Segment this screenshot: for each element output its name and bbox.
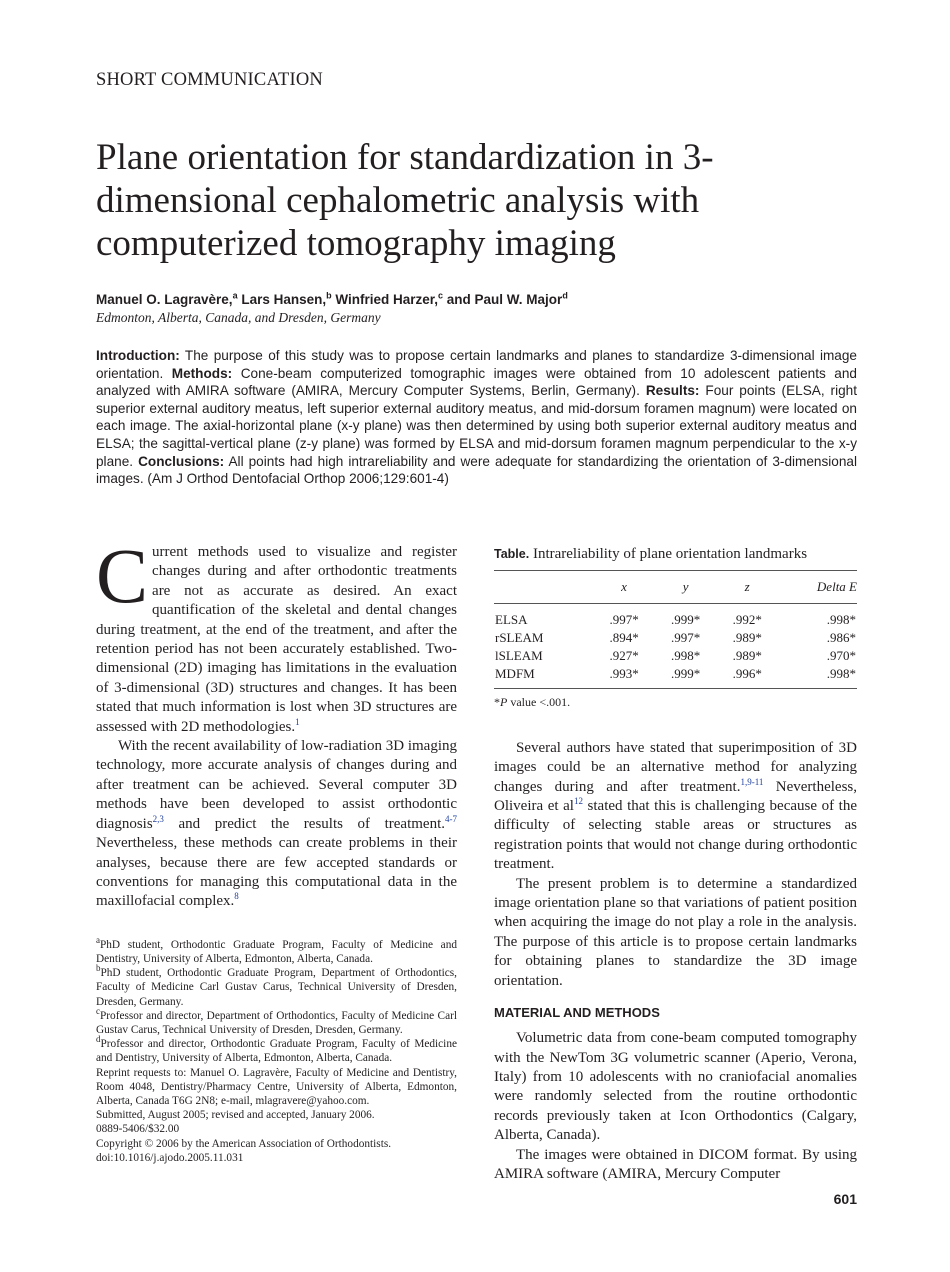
abstract-text: Cone-beam computerized tomographic images were obtained from 10 adolescent patients and analyzed with AMIRA software (AMIRA, Mercury Computer Systems, Berlin, Germany).: [96, 365, 857, 399]
author-sup: c: [438, 290, 444, 301]
author-sup: a: [232, 290, 238, 301]
citation-link[interactable]: 12: [573, 796, 583, 807]
cell: .992*: [732, 611, 762, 627]
cell: .998*: [826, 665, 856, 681]
cell: MDFM: [495, 665, 535, 681]
cell: .999*: [671, 665, 701, 681]
paragraph: [494, 739, 857, 875]
paragraph-text: and predict the results of treatment.: [163, 815, 445, 832]
article-title: Plane orientation for standardization in 3-dimensional cephalometric analysis with computerized tomography imaging: [96, 137, 714, 264]
footnote: [96, 963, 457, 1009]
author: and Paul W. Major: [443, 292, 563, 307]
cell: lSLEAM: [495, 647, 543, 663]
reliability-table: [494, 545, 857, 709]
table-row: [494, 629, 857, 647]
cell: .997*: [609, 611, 639, 627]
table-label: Table.: [494, 547, 530, 561]
note-text: value <.001.: [507, 694, 571, 709]
paragraph-text: Nevertheless, these methods can create problems in their analyses, because there are few accepted standards or conventions for managing this computational data in the maxillofacial complex.: [96, 835, 457, 910]
author: Lars Hansen,: [237, 292, 327, 307]
cell: .989*: [732, 647, 762, 663]
right-column-text: [494, 739, 857, 1185]
page-number: 601: [833, 1191, 857, 1208]
paragraph: [96, 737, 457, 912]
left-column: [96, 532, 457, 1165]
section-label: SHORT COMMUNICATION: [96, 70, 323, 90]
note-p: P: [500, 694, 508, 709]
issn: 0889-5406/$32.00: [96, 1123, 180, 1136]
table-row: [494, 665, 857, 689]
abstract-text: The purpose of this study was to propose certain landmarks and planes to standardize 3-dimensional image orientation.: [96, 348, 857, 381]
paragraph: [96, 532, 457, 737]
citation-link[interactable]: 4-7: [445, 813, 457, 824]
footnote-sup: b: [96, 963, 101, 974]
table-header-row: [494, 571, 857, 603]
footnote-sup: d: [96, 1034, 101, 1045]
paragraph: The images were obtained in DICOM format. By using AMIRA software (AMIRA, Mercury Computer: [494, 1146, 857, 1182]
footnotes: [96, 934, 457, 1165]
citation-link[interactable]: 1,9-11: [740, 776, 764, 787]
header-cell: [494, 571, 593, 603]
header-cell: x: [621, 579, 627, 595]
footnote-text: PhD student, Orthodontic Graduate Program, Department of Orthodontics, Faculty of Medicine Carl Gustav Carus, Technical University of Dresden, Dresden, Germany.: [96, 967, 457, 1008]
note-star: *: [494, 694, 500, 709]
header-cell: y: [682, 579, 689, 595]
header-cell: z: [744, 579, 750, 595]
cell: .894*: [609, 629, 639, 645]
cell: .998*: [826, 611, 856, 627]
footnote-sup: a: [96, 934, 100, 945]
footnote: [96, 934, 457, 966]
cell: .986*: [826, 629, 856, 645]
abstract: [96, 347, 857, 488]
paragraph-text: Several authors have stated that superimposition of 3D images could be an alternative method for analyzing changes during and after treatment.: [494, 739, 857, 795]
drop-cap: C: [96, 532, 149, 619]
table-caption-text: Intrareliability of plane orientation landmarks: [529, 546, 808, 562]
table-note: [494, 695, 857, 709]
cell: ELSA: [495, 611, 528, 627]
abstract-label: Conclusions:: [138, 453, 225, 469]
footnote-text: Professor and director, Department of Orthodontics, Faculty of Medicine Carl Gustav Carus, Technical University of Dresden, Dresden, Germany.: [96, 1009, 457, 1036]
paragraph-text: urrent methods used to visualize and register changes during and after orthodontic treatments are not as accurate as desired. An exact quantification of the skeletal and dental changes during treatment, at the end of the treatment, and after the retention period has not been accurately established. Two-dimensional (2D) imaging has limitations in the evaluation of 3-dimensional (3D) structures and changes. It has been stated that much information is lost when 3D structures are assessed with 2D methodologies.: [96, 544, 457, 735]
citation-link[interactable]: 1: [295, 716, 300, 727]
paragraph-text: stated that this is challenging because of the difficulty of selecting stable areas or structures as registration points that would not change during orthodontic treatment.: [494, 798, 857, 873]
affiliation: Edmonton, Alberta, Canada, and Dresden, Germany: [96, 310, 381, 325]
author: Manuel O. Lagravère,: [96, 292, 233, 307]
cell: .996*: [732, 665, 762, 681]
footnote: [96, 1034, 457, 1065]
footnote-text: PhD student, Orthodontic Graduate Program, Faculty of Medicine and Dentistry, University of Alberta, Edmonton, Alberta, Canada.: [96, 938, 457, 965]
author-sup: b: [326, 290, 332, 301]
cell: .997*: [671, 629, 701, 645]
right-column: [494, 545, 857, 1208]
table-caption: [494, 545, 857, 564]
paragraph-text: With the recent availability of low-radiation 3D imaging technology, more accurate analysis of changes during and after treatment can be achieved. Several computer 3D methods have been developed to assist orthodontic diagnosis: [96, 738, 457, 832]
author-list: [96, 291, 857, 309]
citation-link[interactable]: 8: [234, 891, 239, 902]
table-row: [494, 647, 857, 665]
abstract-text: Four points (ELSA, right superior external auditory meatus, left superior external auditory meatus, and mid-dorsum foramen magnum) were located on each image. The axial-horizontal plane (x-y plane) was then determined by using both superior external auditory meatus and ELSA; the sagittal-vertical plane (z-y plane) was formed by ELSA and mid-dorsum foramen magnum perpendicular to the x-y plane.: [96, 383, 857, 469]
cell: .989*: [732, 629, 762, 645]
cell: .999*: [671, 611, 701, 627]
abstract-label: Introduction:: [96, 348, 180, 363]
abstract-label: Results:: [645, 383, 700, 399]
section-heading: MATERIAL AND METHODS: [494, 1005, 660, 1021]
table-row: [494, 603, 857, 629]
abstract-text: All points had high intrareliability and were adequate for standardizing the orientation of 3-dimensional images. (Am J Orthod Dentofacial Orthop 2006;129:601-4): [96, 453, 857, 487]
cell: .993*: [609, 665, 639, 681]
paragraph: The present problem is to determine a standardized image orientation plane so that variations of patient position when acquiring the image do not play a role in the analysis. The purpose of this article is to propose certain landmarks for obtaining planes to standardize the 3D image orientation.: [494, 875, 857, 989]
header-cell: Delta E: [816, 579, 857, 595]
paragraph-text: Nevertheless, Oliveira et al: [494, 778, 857, 815]
footnote-sup: c: [96, 1005, 100, 1016]
citation-link[interactable]: 2,3: [152, 813, 164, 824]
article-header: [96, 68, 857, 488]
submission-dates: Submitted, August 2005; revised and accepted, January 2006.: [96, 1109, 375, 1122]
footnote: [96, 1005, 457, 1037]
author-sup: d: [562, 290, 568, 301]
reprint-info: Reprint requests to: Manuel O. Lagravère, Faculty of Medicine and Dentistry, Room 4048, Dentistry/Pharmacy Centre, University of Alberta, Edmonton, Alberta, Canada T6G 2N8; e-mail, mlagravere@yahoo.com.: [96, 1066, 457, 1107]
cell: .927*: [609, 647, 639, 663]
cell: .998*: [671, 647, 701, 663]
doi-link[interactable]: doi:10.1016/j.ajodo.2005.11.031: [96, 1151, 244, 1164]
cell: .970*: [826, 647, 856, 663]
paragraph: Volumetric data from cone-beam computed tomography with the NewTom 3G volumetric scanner (Aperio, Verona, Italy) from 10 adolescents with no craniofacial anomalies were randomly selected from the routine orthodontic records previously taken at Icon Orthodontics (Calgary, Alberta, Canada).: [494, 1030, 857, 1144]
author: Winfried Harzer,: [331, 292, 439, 307]
copyright: Copyright © 2006 by the American Association of Orthodontists.: [96, 1137, 392, 1150]
abstract-label: Methods:: [171, 365, 233, 381]
cell: rSLEAM: [495, 629, 544, 645]
footnote-text: Professor and director, Orthodontic Graduate Program, Faculty of Medicine and Dentistry, University of Alberta, Edmonton, Alberta, Canada.: [96, 1038, 457, 1065]
